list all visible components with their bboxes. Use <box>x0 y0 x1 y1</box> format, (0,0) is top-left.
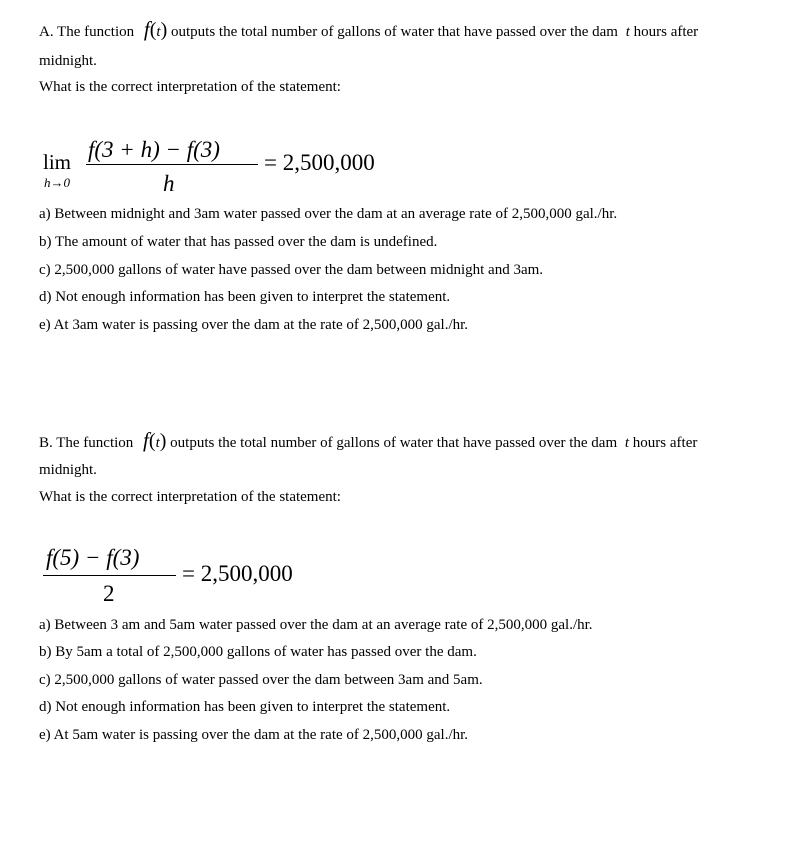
question-b-prompt: What is the correct interpretation of the statement: <box>39 489 341 505</box>
question-a-prompt: What is the correct interpretation of the statement: <box>39 79 341 95</box>
question-b-option-b: b) By 5am a total of 2,500,000 gallons of water has passed over the dam. <box>39 644 477 660</box>
formula-b-numerator: f(5) − f(3) <box>46 545 140 570</box>
time-variable: t <box>624 435 630 451</box>
formula-a-denominator: h <box>163 171 175 196</box>
question-a-option-c: c) 2,500,000 gallons of water have passed over the dam between midnight and 3am. <box>39 262 544 278</box>
time-variable: t <box>625 24 630 40</box>
question-a-stem-line1: A. The function f(t) outputs the total number of gallons of water that have passed over the dam t hours after <box>39 17 699 41</box>
question-a-option-e: e) At 3am water is passing over the dam at the rate of 2,500,000 gal./hr. <box>39 317 469 333</box>
question-b-stem-middle: outputs the total number of gallons of water that have passed over the dam <box>170 435 618 451</box>
question-a-option-a: a) Between midnight and 3am water passed over the dam at an average rate of 2,500,000 gal./hr. <box>39 206 618 222</box>
limit-subscript: h→0 <box>44 175 70 190</box>
function-symbol: f <box>143 428 149 452</box>
formula-b-result: = 2,500,000 <box>182 561 293 586</box>
formula-a-fraction-bar <box>86 164 258 165</box>
function-argument: t <box>156 24 161 40</box>
question-b-stem-line1: B. The function f(t) outputs the total number of gallons of water that have passed over the dam t hours after <box>39 428 698 452</box>
function-symbol: f <box>143 17 150 41</box>
formula-a-result: = 2,500,000 <box>264 150 375 175</box>
question-b-option-c: c) 2,500,000 gallons of water passed over the dam between 3am and 5am. <box>39 672 483 688</box>
question-b-stem-end: hours after <box>632 435 698 451</box>
question-a-stem-end: hours after <box>633 24 699 40</box>
question-b-option-a: a) Between 3 am and 5am water passed over the dam at an average rate of 2,500,000 gal./hr. <box>39 617 593 633</box>
question-a-prefix: A. The function <box>39 24 135 40</box>
question-a-stem-line2: midnight. <box>39 53 97 69</box>
question-b-option-e: e) At 5am water is passing over the dam at the rate of 2,500,000 gal./hr. <box>39 727 469 743</box>
formula-b-denominator: 2 <box>103 581 115 606</box>
question-b-prefix: B. The function <box>39 435 134 451</box>
question-a-option-b: b) The amount of water that has passed over the dam is undefined. <box>39 234 438 250</box>
question-a-stem-middle: outputs the total number of gallons of water that have passed over the dam <box>170 24 618 40</box>
question-a-option-d: d) Not enough information has been given to interpret the statement. <box>39 289 451 305</box>
question-b-stem-line2: midnight. <box>39 462 97 478</box>
formula-a-numerator: f(3 + h) − f(3) <box>88 137 220 162</box>
limit-operator: lim <box>43 150 72 174</box>
question-b-option-d: d) Not enough information has been given to interpret the statement. <box>39 699 451 715</box>
function-argument: t <box>155 435 160 451</box>
formula-b-fraction-bar <box>43 575 176 576</box>
